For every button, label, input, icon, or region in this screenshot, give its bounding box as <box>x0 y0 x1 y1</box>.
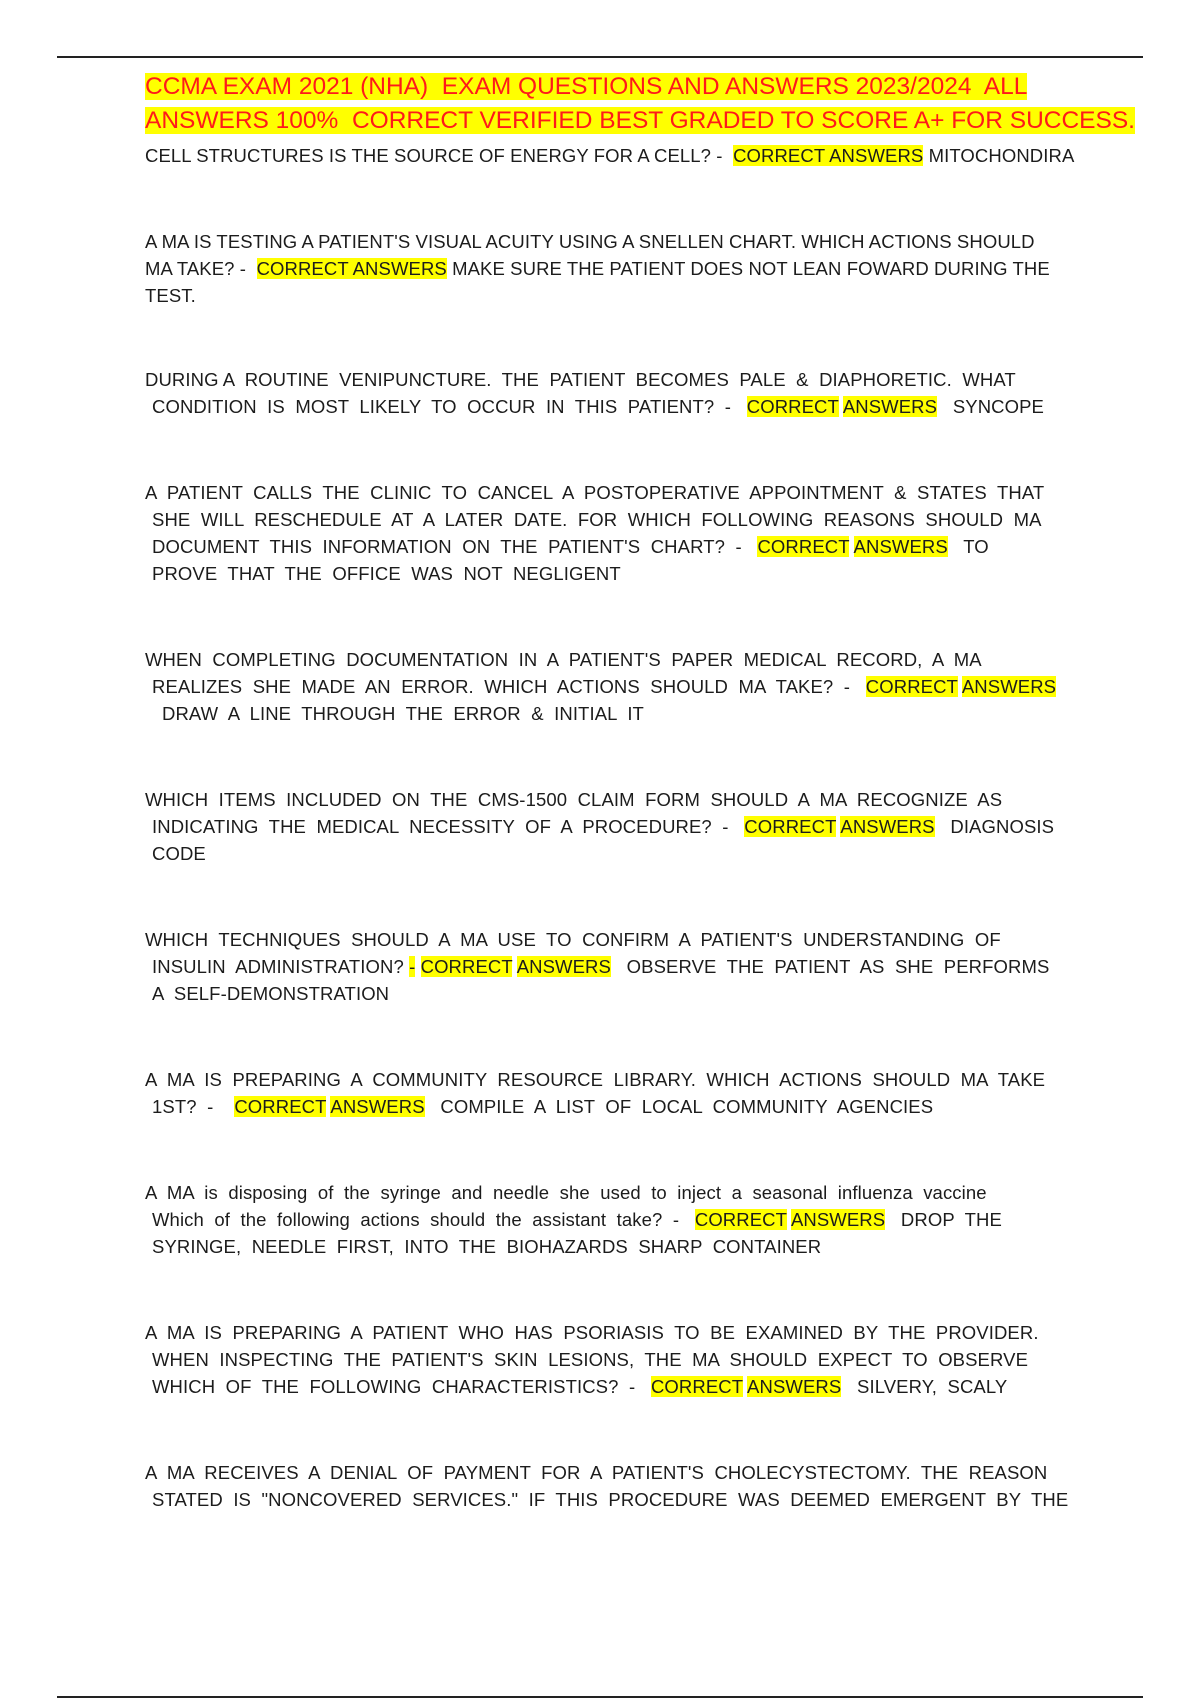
answers-label: ANSWERS <box>790 1209 886 1230</box>
qa-item-10 <box>145 1319 1065 1400</box>
question-text: INSULIN ADMINISTRATION? <box>152 956 404 977</box>
qa-item-8 <box>145 1066 1065 1120</box>
question-text: DURING A ROUTINE VENIPUNCTURE. THE PATIENT BECOMES PALE & DIAPHORETIC. WHAT <box>145 369 1016 390</box>
answer-text: DIAGNOSIS <box>950 816 1055 837</box>
answer-text: SYRINGE, NEEDLE FIRST, INTO THE BIOHAZARDS SHARP CONTAINER <box>152 1236 822 1257</box>
qa-item-2 <box>145 228 1065 309</box>
qa-item-6 <box>145 786 1065 867</box>
answer-text: OBSERVE THE PATIENT AS SHE PERFORMS <box>626 956 1050 977</box>
title-line-2: ANSWERS 100% CORRECT VERIFIED BEST GRADED TO SCORE A+ FOR SUCCESS. <box>145 107 1135 134</box>
question-text: CONDITION IS MOST LIKELY TO OCCUR IN THIS PATIENT? - <box>152 396 732 417</box>
answer-text: A SELF-DEMONSTRATION <box>152 983 390 1004</box>
question-text: WHICH TECHNIQUES SHOULD A MA USE TO CONFIRM A PATIENT'S UNDERSTANDING OF <box>145 929 1001 950</box>
question-text: CELL STRUCTURES IS THE SOURCE OF ENERGY FOR A CELL? - <box>145 145 728 166</box>
qa-item-11 <box>145 1459 1069 1513</box>
question-text: STATED IS "NONCOVERED SERVICES." IF THIS PROCEDURE WAS DEEMED EMERGENT BY THE <box>152 1489 1069 1510</box>
answer-text: DROP THE <box>900 1209 1002 1230</box>
question-text: A MA IS TESTING A PATIENT'S VISUAL ACUITY USING A SNELLEN CHART. WHICH ACTIONS SHOULD <box>145 231 1035 252</box>
title-line-1: CCMA EXAM 2021 (NHA) EXAM QUESTIONS AND ANSWERS 2023/2024 ALL <box>145 73 1028 100</box>
correct-label: CORRECT <box>746 396 839 417</box>
question-text: INDICATING THE MEDICAL NECESSITY OF A PROCEDURE? - <box>152 816 729 837</box>
answers-label: ANSWERS <box>516 956 611 977</box>
question-text: A MA IS PREPARING A PATIENT WHO HAS PSORIASIS TO BE EXAMINED BY THE PROVIDER. <box>145 1322 1039 1343</box>
correct-label: CORRECT <box>757 536 850 557</box>
question-text: A MA RECEIVES A DENIAL OF PAYMENT FOR A PATIENT'S CHOLECYSTECTOMY. THE REASON <box>145 1462 1048 1483</box>
correct-answers-label: CORRECT ANSWERS <box>733 145 924 166</box>
correct-label: CORRECT <box>694 1209 787 1230</box>
question-text: WHEN INSPECTING THE PATIENT'S SKIN LESIONS, THE MA SHOULD EXPECT TO OBSERVE <box>152 1349 1029 1370</box>
answer-text: COMPILE A LIST OF LOCAL COMMUNITY AGENCIES <box>440 1096 934 1117</box>
question-text: MA TAKE? - <box>145 258 252 279</box>
document-page <box>145 70 1135 1513</box>
question-text: WHEN COMPLETING DOCUMENTATION IN A PATIENT'S PAPER MEDICAL RECORD, A MA <box>145 649 982 670</box>
question-text: WHICH OF THE FOLLOWING CHARACTERISTICS? - <box>152 1376 636 1397</box>
question-text: 1ST? - <box>152 1096 214 1117</box>
answers-label: ANSWERS <box>330 1096 425 1117</box>
dash-mark: - <box>409 956 416 977</box>
qa-item-9 <box>145 1179 1065 1260</box>
answers-label: ANSWERS <box>842 396 938 417</box>
answer-text: TO <box>963 536 989 557</box>
question-text: REALIZES SHE MADE AN ERROR. WHICH ACTIONS SHOULD MA TAKE? - <box>152 676 851 697</box>
answer-text: CODE <box>152 843 206 864</box>
qa-item-3 <box>145 366 1065 420</box>
answers-label: ANSWERS <box>961 676 1057 697</box>
answer-text: SILVERY, SCALY <box>857 1376 1008 1397</box>
question-text: A MA is disposing of the syringe and needle she used to inject a seasonal influenza vaccine <box>145 1182 987 1203</box>
answer-text: MAKE SURE THE PATIENT DOES NOT LEAN FOWARD DURING THE <box>452 258 1050 279</box>
qa-item-5 <box>145 646 1065 727</box>
correct-label: CORRECT <box>744 816 837 837</box>
question-text: WHICH ITEMS INCLUDED ON THE CMS-1500 CLAIM FORM SHOULD A MA RECOGNIZE AS <box>145 789 1003 810</box>
correct-label: CORRECT <box>650 1376 743 1397</box>
answers-label: ANSWERS <box>840 816 935 837</box>
document-title <box>145 70 1135 138</box>
correct-label: CORRECT <box>234 1096 327 1117</box>
correct-label: CORRECT <box>865 676 958 697</box>
correct-answers-label: CORRECT ANSWERS <box>256 258 447 279</box>
answers-label: ANSWERS <box>853 536 948 557</box>
question-text: A MA IS PREPARING A COMMUNITY RESOURCE LIBRARY. WHICH ACTIONS SHOULD MA TAKE <box>145 1069 1046 1090</box>
answer-text: PROVE THAT THE OFFICE WAS NOT NEGLIGENT <box>152 563 621 584</box>
answer-text: MITOCHONDIRA <box>928 145 1075 166</box>
answer-text: DRAW A LINE THROUGH THE ERROR & INITIAL IT <box>162 703 644 724</box>
top-rule <box>57 56 1143 58</box>
answers-label: ANSWERS <box>747 1376 842 1397</box>
question-text: A PATIENT CALLS THE CLINIC TO CANCEL A POSTOPERATIVE APPOINTMENT & STATES THAT <box>145 482 1045 503</box>
qa-item-7 <box>145 926 1065 1007</box>
question-text: Which of the following actions should the assistant take? - <box>152 1209 680 1230</box>
qa-item-1 <box>145 142 1075 169</box>
question-text: DOCUMENT THIS INFORMATION ON THE PATIENT'S CHART? - <box>152 536 742 557</box>
question-text: SHE WILL RESCHEDULE AT A LATER DATE. FOR WHICH FOLLOWING REASONS SHOULD MA <box>152 509 1042 530</box>
qa-item-4 <box>145 479 1065 587</box>
answer-text: SYNCOPE <box>952 396 1044 417</box>
correct-label: CORRECT <box>420 956 513 977</box>
bottom-rule <box>57 1696 1143 1698</box>
answer-text: TEST. <box>145 285 196 306</box>
